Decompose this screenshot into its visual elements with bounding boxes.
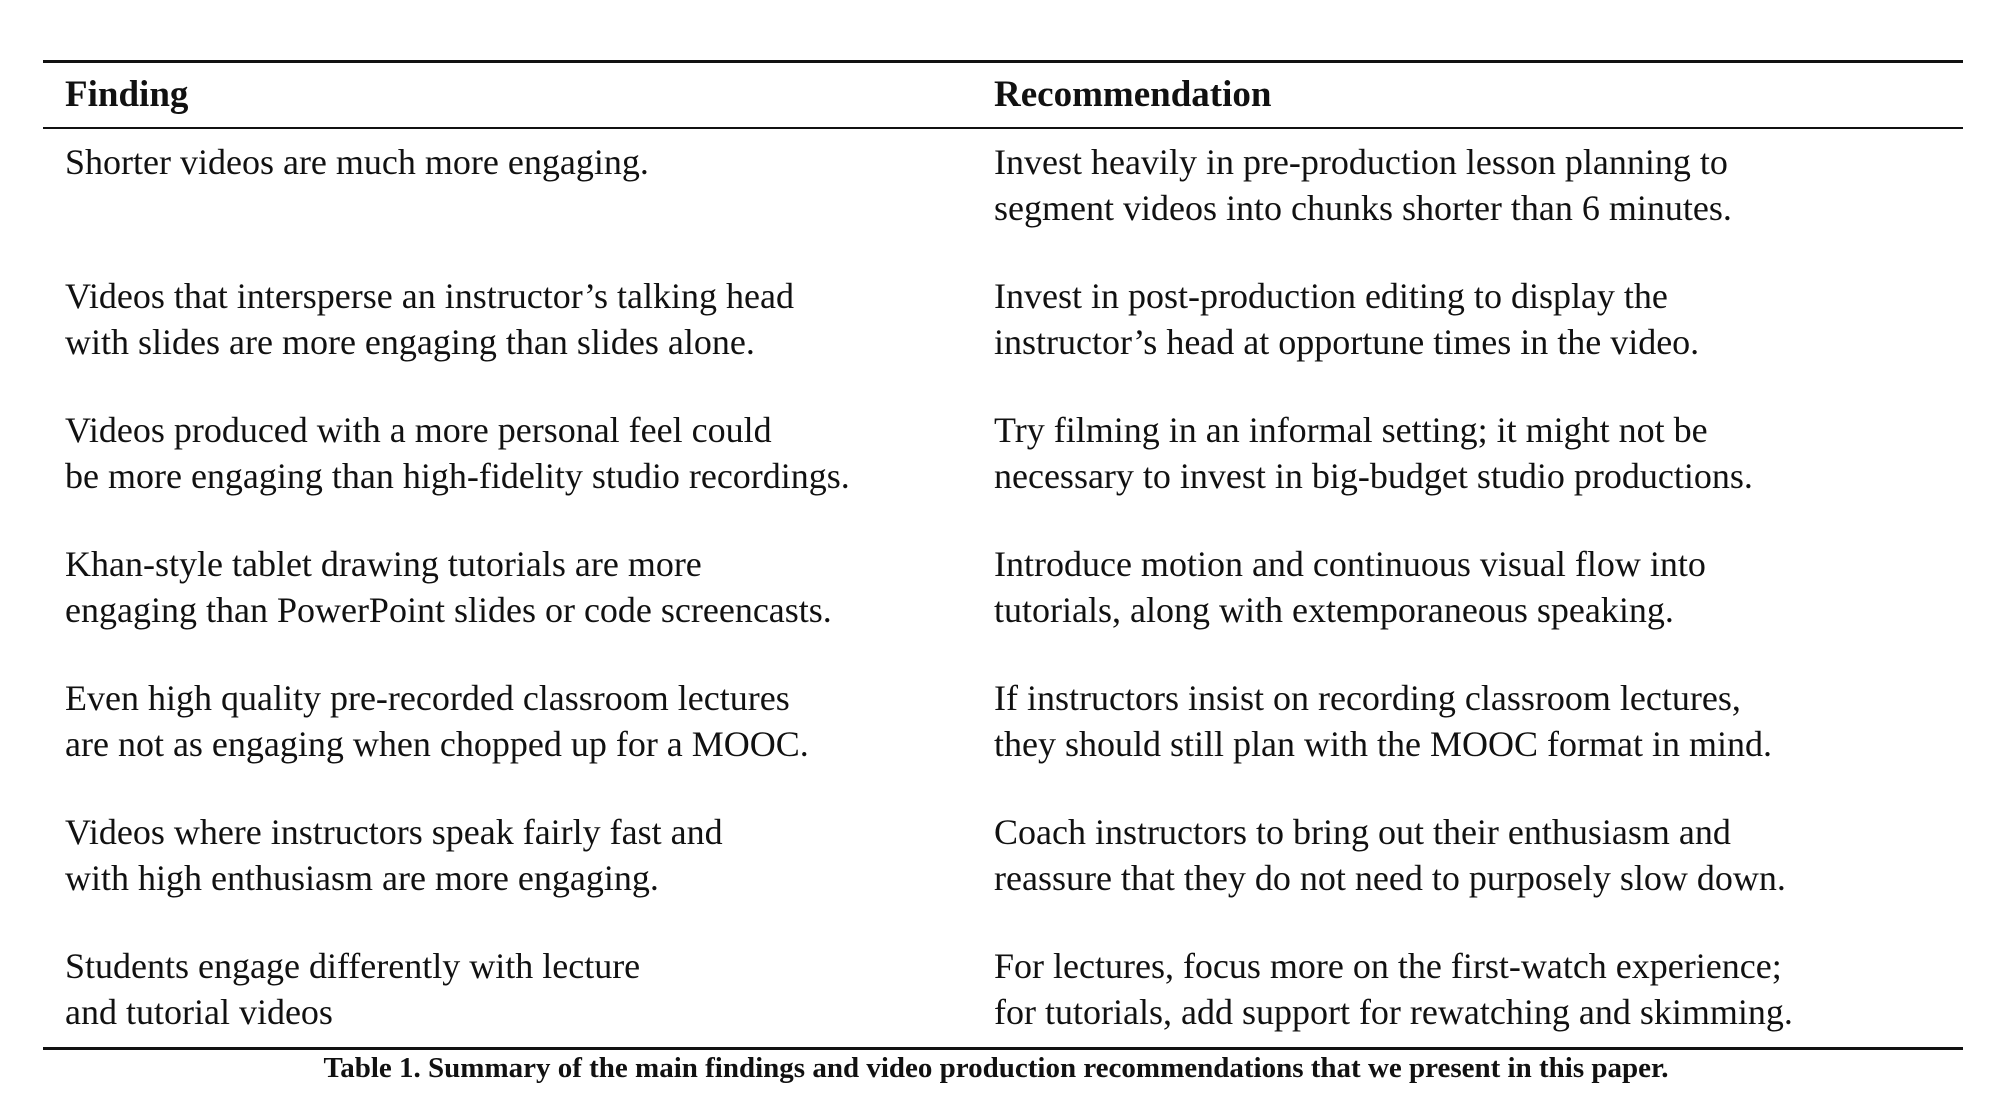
table-row	[43, 943, 1963, 1035]
findings-table	[43, 60, 1963, 1050]
recommendation-cell: If instructors insist on recording classroom lectures, they should still plan with the MOOC format in mind.	[994, 678, 1772, 764]
finding-cell: Videos where instructors speak fairly fast and with high enthusiasm are more engaging.	[65, 812, 723, 898]
recommendation-cell: Invest heavily in pre-production lesson planning to segment videos into chunks shorter than 6 minutes.	[994, 142, 1732, 228]
finding-cell: Even high quality pre-recorded classroom lectures are not as engaging when chopped up for a MOOC.	[65, 678, 809, 764]
finding-cell: Videos that intersperse an instructor’s talking head with slides are more engaging than slides alone.	[65, 276, 794, 362]
recommendation-cell: Coach instructors to bring out their enthusiasm and reassure that they do not need to purposely slow down.	[994, 812, 1786, 898]
finding-cell: Shorter videos are much more engaging.	[65, 142, 649, 182]
table-row	[43, 675, 1963, 767]
table-row	[43, 407, 1963, 499]
table-header-row	[43, 63, 1963, 127]
recommendation-cell: Invest in post-production editing to display the instructor’s head at opportune times in the video.	[994, 276, 1700, 362]
finding-cell: Khan-style tablet drawing tutorials are more engaging than PowerPoint slides or code screencasts.	[65, 544, 832, 630]
finding-cell: Videos produced with a more personal feel could be more engaging than high-fidelity studio recordings.	[65, 410, 850, 496]
recommendation-cell: Introduce motion and continuous visual flow into tutorials, along with extemporaneous speaking.	[994, 544, 1706, 630]
table-row	[43, 809, 1963, 901]
header-finding: Finding	[65, 74, 189, 115]
recommendation-cell: Try filming in an informal setting; it might not be necessary to invest in big-budget studio productions.	[994, 410, 1753, 496]
table-row	[43, 273, 1963, 365]
header-recommendation: Recommendation	[994, 74, 1272, 115]
table-caption: Table 1. Summary of the main findings and video production recommendations that we present in this paper.	[323, 1052, 1669, 1084]
finding-cell: Students engage differently with lecture and tutorial videos	[65, 946, 641, 1032]
table-body	[43, 129, 1963, 1047]
recommendation-cell: For lectures, focus more on the first-watch experience; for tutorials, add support for rewatching and skimming.	[994, 946, 1793, 1032]
table-row	[43, 139, 1963, 231]
table-row	[43, 541, 1963, 633]
